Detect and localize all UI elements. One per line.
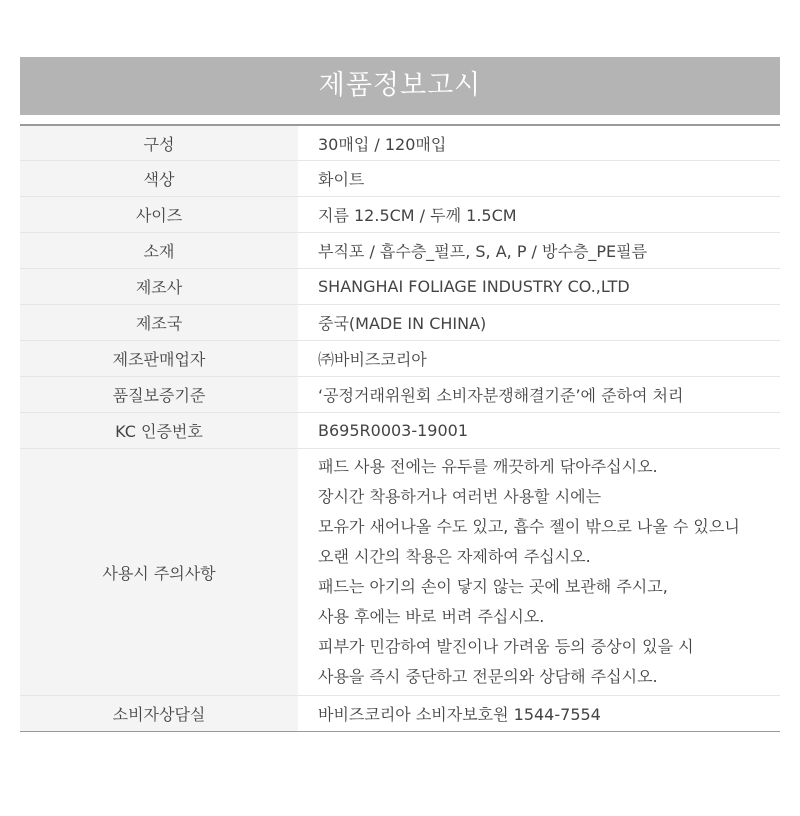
row-label: 제조사 [20, 269, 298, 304]
row-value: ‘공정거래위원회 소비자분쟁해결기준’에 준하여 처리 [318, 386, 684, 405]
row-label: 제조판매업자 [20, 341, 298, 376]
table-row [20, 305, 780, 341]
consumer-label: 소비자상담실 [20, 696, 298, 731]
row-label: 구성 [20, 126, 298, 160]
table-row [20, 161, 780, 197]
product-info-table [20, 124, 780, 732]
row-value: 부직포 / 흡수층_펄프, S, A, P / 방수층_PE필름 [318, 242, 648, 261]
table-row [20, 197, 780, 233]
row-value: 30매입 / 120매입 [318, 134, 447, 154]
row-label: 품질보증기준 [20, 377, 298, 412]
row-label: 제조국 [20, 305, 298, 340]
row-value: ㈜바비즈코리아 [318, 350, 427, 369]
caution-text [298, 449, 780, 695]
row-label: KC 인증번호 [20, 413, 298, 448]
caution-line: 피부가 민감하여 발진이나 가려움 등의 증상이 있을 시 [318, 637, 694, 656]
table-row [20, 377, 780, 413]
table-row [20, 126, 780, 161]
row-value: 중국(MADE IN CHINA) [318, 314, 487, 333]
caution-label: 사용시 주의사항 [20, 449, 298, 695]
row-label: 색상 [20, 161, 298, 196]
row-value: 화이트 [318, 170, 365, 189]
row-label: 사이즈 [20, 197, 298, 232]
caution-line: 패드 사용 전에는 유두를 깨끗하게 닦아주십시오. [318, 457, 658, 476]
row-label: 소재 [20, 233, 298, 268]
row-value: B695R0003-19001 [318, 421, 469, 440]
caution-line: 장시간 착용하거나 여러번 사용할 시에는 [318, 487, 602, 506]
row-value: SHANGHAI FOLIAGE INDUSTRY CO.,LTD [318, 277, 630, 296]
page-title: 제품정보고시 [20, 57, 780, 115]
table-row [20, 341, 780, 377]
caution-line: 오랜 시간의 착용은 자제하여 주십시오. [318, 547, 591, 566]
caution-line: 모유가 새어나올 수도 있고, 흡수 젤이 밖으로 나올 수 있으니 [318, 517, 740, 536]
caution-line: 사용을 즉시 중단하고 전문의와 상담해 주십시오. [318, 667, 658, 686]
caution-line: 패드는 아기의 손이 닿지 않는 곳에 보관해 주시고, [318, 577, 668, 596]
consumer-value: 바비즈코리아 소비자보호원 1544-7554 [318, 705, 601, 724]
consumer-row [20, 696, 780, 731]
row-value: 지름 12.5CM / 두께 1.5CM [318, 206, 517, 225]
caution-line: 사용 후에는 바로 버려 주십시오. [318, 607, 545, 626]
table-row [20, 233, 780, 269]
caution-row [20, 449, 780, 696]
table-row [20, 269, 780, 305]
table-row [20, 413, 780, 449]
